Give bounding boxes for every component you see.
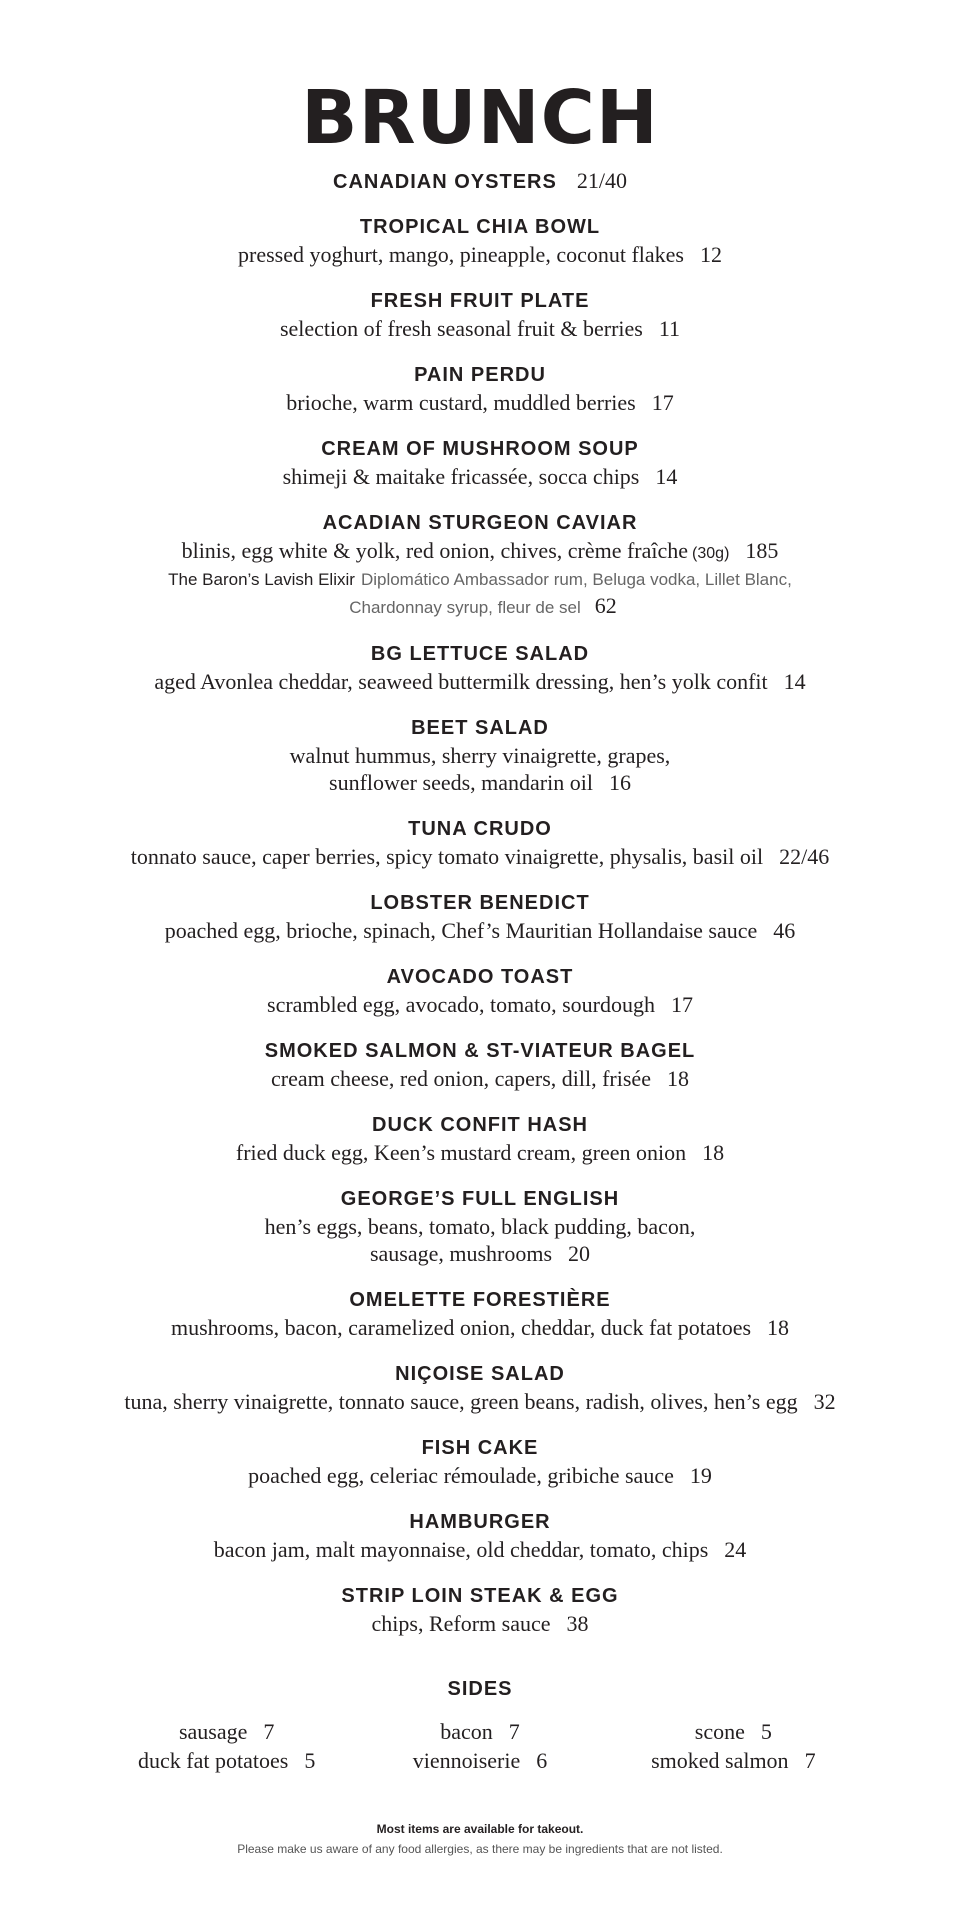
- elixir-pairing: [0, 567, 960, 593]
- item-name: AVOCADO TOAST: [386, 966, 574, 988]
- menu-item-duck-confit-hash: [0, 1111, 960, 1166]
- menu-item-acadian-sturgeon-caviar: [0, 509, 960, 621]
- item-price: 19: [689, 1463, 712, 1488]
- menu-title: BRUNCH: [301, 75, 659, 161]
- item-description: tonnato sauce, caper berries, spicy tomato vinaigrette, physalis, basil oil 22/46: [130, 844, 830, 869]
- item-price: 14: [655, 464, 678, 489]
- item-description-line-2: sunflower seeds, mandarin oil 16: [329, 770, 631, 795]
- footer: [0, 1819, 960, 1859]
- item-name: FISH CAKE: [421, 1437, 539, 1459]
- item-name: BG LETTUCE SALAD: [370, 643, 590, 665]
- side-item: duck fat potatoes 5: [138, 1748, 316, 1773]
- item-description: mushrooms, bacon, caramelized onion, cheddar, duck fat potatoes 18: [170, 1315, 790, 1340]
- elixir-label: The Baron’s Lavish Elixir: [168, 570, 355, 589]
- item-name: OMELETTE FORESTIÈRE: [349, 1289, 611, 1311]
- menu-item-cream-of-mushroom-soup: [0, 435, 960, 490]
- item-price: 46: [773, 918, 796, 943]
- side-price: 5: [760, 1719, 772, 1744]
- item-name: NIÇOISE SALAD: [395, 1363, 565, 1385]
- item-name: HAMBURGER: [409, 1511, 551, 1533]
- item-description: poached egg, brioche, spinach, Chef’s Mauritian Hollandaise sauce 46: [164, 918, 796, 943]
- item-price: 20: [568, 1241, 591, 1266]
- item-name: TUNA CRUDO: [408, 818, 552, 840]
- sides-heading: SIDES: [447, 1678, 513, 1700]
- item-price: 185: [745, 538, 779, 563]
- item-name: BEET SALAD: [411, 717, 549, 739]
- item-name: TROPICAL CHIA BOWL: [359, 216, 601, 238]
- menu-item-avocado-toast: [0, 963, 960, 1018]
- item-price: 24: [724, 1537, 747, 1562]
- item-description: chips, Reform sauce 38: [371, 1611, 589, 1636]
- item-price: 14: [783, 669, 806, 694]
- allergy-note: Please make us aware of any food allergies, as there may be ingredients that are not listed.: [237, 1842, 723, 1856]
- item-description: pressed yoghurt, mango, pineapple, coconut flakes 12: [238, 242, 722, 267]
- side-item: smoked salmon 7: [651, 1748, 816, 1773]
- item-price: 38: [566, 1611, 589, 1636]
- item-price: 18: [666, 1066, 689, 1091]
- item-name: DUCK CONFIT HASH: [372, 1114, 588, 1136]
- menu-item-fresh-fruit-plate: [0, 287, 960, 342]
- menu-item-omelette-forestiere: [0, 1286, 960, 1341]
- side-price: 7: [508, 1719, 520, 1744]
- takeout-note: Most items are available for takeout.: [376, 1822, 584, 1836]
- item-name: GEORGE’S FULL ENGLISH: [340, 1188, 620, 1210]
- side-item: scone 5: [694, 1719, 772, 1744]
- item-price: 16: [608, 770, 631, 795]
- side-price: 5: [304, 1748, 316, 1773]
- item-description: bacon jam, malt mayonnaise, old cheddar, tomato, chips 24: [213, 1537, 747, 1562]
- item-price: 11: [658, 316, 681, 341]
- item-name: CANADIAN OYSTERS: [333, 171, 557, 193]
- item-description: poached egg, celeriac rémoulade, gribiche sauce 19: [248, 1463, 712, 1488]
- item-name: LOBSTER BENEDICT: [370, 892, 590, 914]
- item-description: aged Avonlea cheddar, seaweed buttermilk dressing, hen’s yolk confit 14: [154, 669, 806, 694]
- elixir-pairing-line-2: [0, 593, 960, 621]
- item-price: 22/46: [779, 844, 830, 869]
- item-price: 32: [813, 1389, 836, 1414]
- item-description: cream cheese, red onion, capers, dill, frisée 18: [271, 1066, 689, 1091]
- item-name: PAIN PERDU: [414, 364, 546, 386]
- menu-item-bg-lettuce-salad: [0, 640, 960, 695]
- item-name: SMOKED SALMON & ST-VIATEUR BAGEL: [264, 1040, 696, 1062]
- side-item: sausage 7: [178, 1719, 275, 1744]
- item-price: 17: [651, 390, 674, 415]
- menu-item-nicoise-salad: [0, 1360, 960, 1415]
- item-description: shimeji & maitake fricassée, socca chips 14: [282, 464, 678, 489]
- menu-item-tropical-chia-bowl: [0, 213, 960, 268]
- side-item: viennoiserie 6: [412, 1748, 548, 1773]
- menu-item-strip-loin-steak: [0, 1582, 960, 1637]
- item-name: FRESH FRUIT PLATE: [370, 290, 590, 312]
- side-price: 6: [536, 1748, 548, 1773]
- item-price: 18: [767, 1315, 790, 1340]
- menu-item-lobster-benedict: [0, 889, 960, 944]
- item-description: scrambled egg, avocado, tomato, sourdough 17: [267, 992, 693, 1017]
- menu-item-georges-full-english: [0, 1185, 960, 1267]
- menu-item-fish-cake: [0, 1434, 960, 1489]
- item-price: 21/40: [576, 168, 627, 193]
- side-item: bacon 7: [440, 1719, 520, 1744]
- item-description: fried duck egg, Keen’s mustard cream, green onion 18: [235, 1140, 725, 1165]
- item-description: brioche, warm custard, muddled berries 17: [286, 390, 674, 415]
- item-name: ACADIAN STURGEON CAVIAR: [322, 512, 638, 534]
- item-description: walnut hummus, sherry vinaigrette, grapes,: [289, 743, 671, 768]
- item-price: 17: [670, 992, 693, 1017]
- item-description: blinis, egg white & yolk, red onion, chives, crème fraîche (30g) 185: [181, 538, 779, 563]
- elixir-description: Chardonnay syrup, fleur de sel: [349, 598, 581, 617]
- item-description-line-2: sausage, mushrooms 20: [369, 1241, 591, 1266]
- item-description: selection of fresh seasonal fruit & berries 11: [279, 316, 681, 341]
- item-name: CREAM OF MUSHROOM SOUP: [321, 438, 639, 460]
- side-price: 7: [804, 1748, 816, 1773]
- sides-list: [100, 1717, 860, 1775]
- menu-item-tuna-crudo: [0, 815, 960, 870]
- menu-item-pain-perdu: [0, 361, 960, 416]
- side-price: 7: [263, 1719, 275, 1744]
- menu-item-beet-salad: [0, 714, 960, 796]
- item-weight: (30g): [692, 545, 730, 562]
- item-description: hen’s eggs, beans, tomato, black pudding, bacon,: [264, 1214, 696, 1239]
- menu-item-hamburger: [0, 1508, 960, 1563]
- elixir-description: Diplomático Ambassador rum, Beluga vodka, Lillet Blanc,: [360, 570, 792, 589]
- item-name: STRIP LOIN STEAK & EGG: [341, 1585, 619, 1607]
- item-price: 12: [699, 242, 722, 267]
- item-description: tuna, sherry vinaigrette, tonnato sauce, green beans, radish, olives, hen’s egg 32: [124, 1389, 836, 1414]
- item-price: 18: [702, 1140, 725, 1165]
- menu-item-canadian-oysters: [0, 166, 960, 199]
- menu-item-smoked-salmon-bagel: [0, 1037, 960, 1092]
- elixir-price: 62: [594, 593, 617, 618]
